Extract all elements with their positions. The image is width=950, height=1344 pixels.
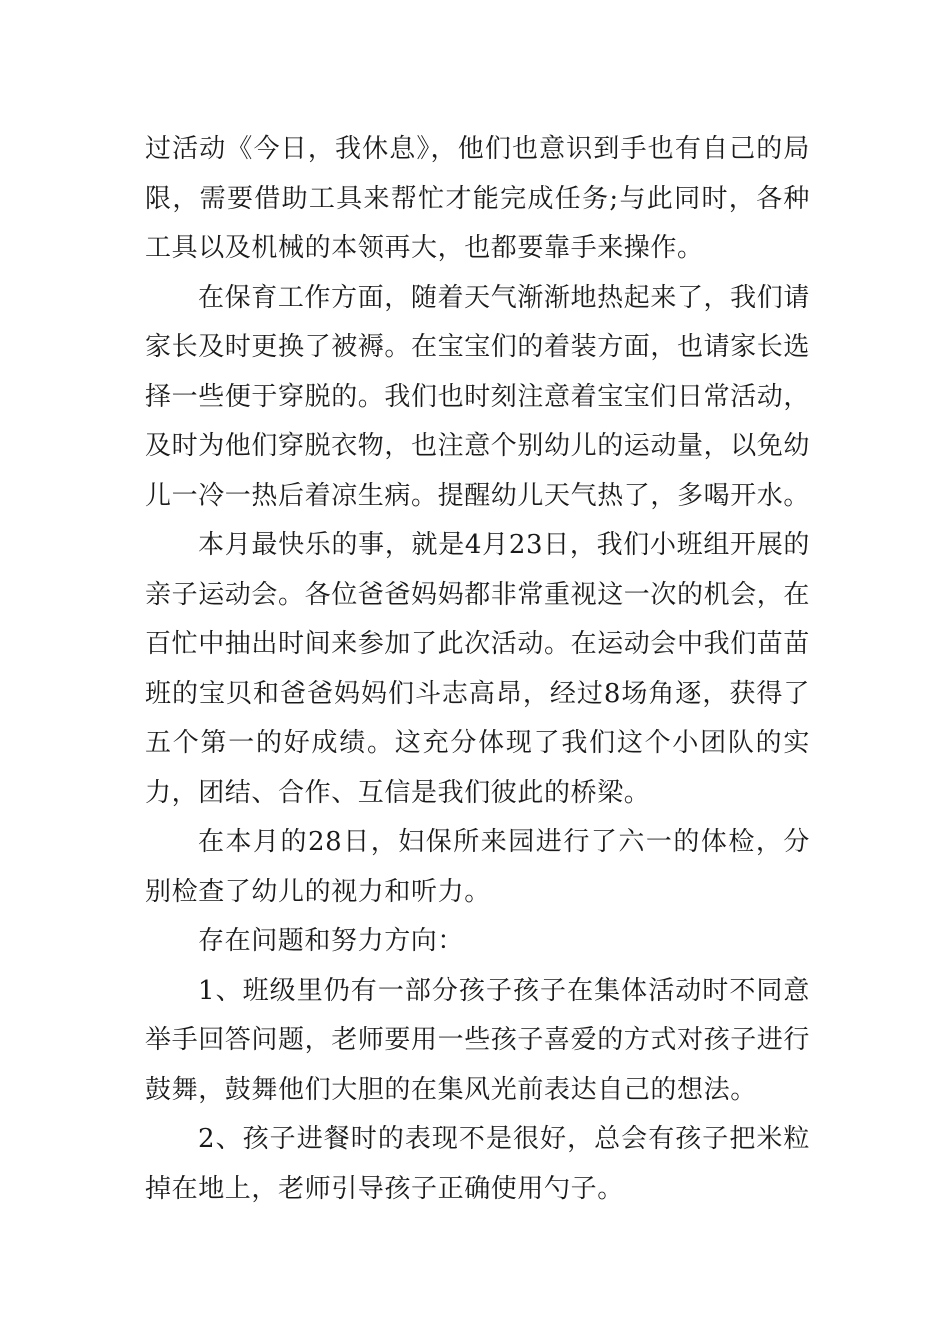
paragraph-problem-1: 1、班级里仍有一部分孩子孩子在集体活动时不同意举手回答问题，老师要用一些孩子喜爱的方式对孩子进行鼓舞，鼓舞他们大胆的在集风光前表达自己的想法。 xyxy=(145,975,811,1105)
paragraph-health-check: 在本月的28日，妇保所来园进行了六一的体检，分别检查了幼儿的视力和听力。 xyxy=(145,827,810,907)
paragraph-problems-heading: 存在问题和努力方向： xyxy=(198,926,465,956)
paragraph-care-work: 在保育工作方面，随着天气渐渐地热起来了，我们请家长及时更换了被褥。在宝宝们的着装方面，也请家长选择一些便于穿脱的。我们也时刻注意着宝宝们日常活动，及时为他们穿脱衣物，也注意个别幼儿的运动量，以免幼儿一冷一热后着凉生病。提醒幼儿天气热了，多喝开水。 xyxy=(145,282,811,511)
paragraph-problem-2: 2、孩子进餐时的表现不是很好，总会有孩子把米粒掉在地上，老师引导孩子正确使用勺子。 xyxy=(145,1124,810,1204)
document-body xyxy=(145,125,810,1214)
paragraph-sports-meet: 本月最快乐的事，就是4月23日，我们小班组开展的亲子运动会。各位爸爸妈妈都非常重视这一次的机会，在百忙中抽出时间来参加了此次活动。在运动会中我们苗苗班的宝贝和爸爸妈妈们斗志高昂，经过8场角逐，获得了五个第一的好成绩。这充分体现了我们这个小团队的实力，团结、合作、互信是我们彼此的桥梁。 xyxy=(145,530,811,808)
paragraph-tool-limits: 过活动《今日，我休息》，他们也意识到手也有自己的局限，需要借助工具来帮忙才能完成任务;与此同时，各种工具以及机械的本领再大，也都要靠手来操作。 xyxy=(145,134,810,263)
